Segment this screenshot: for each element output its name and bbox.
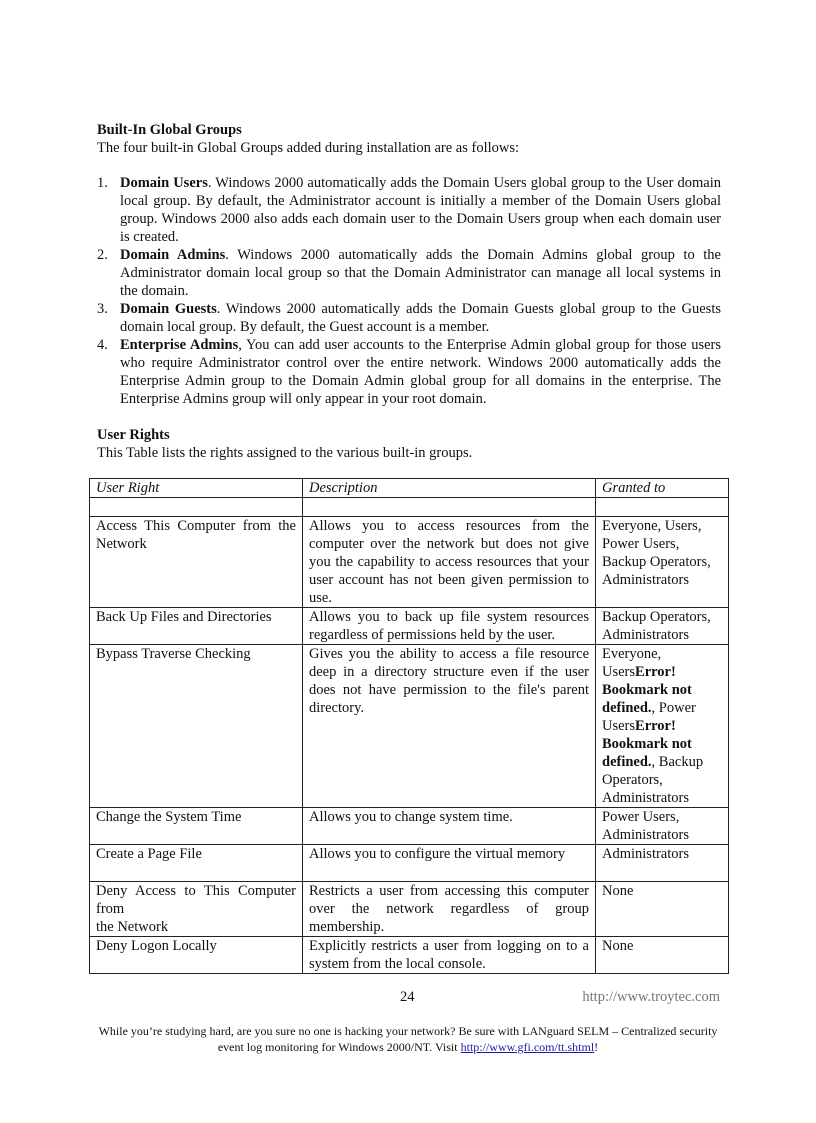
cell-user-right: Access This Computer from the Network: [90, 517, 303, 608]
list-item: 3. Domain Guests. Windows 2000 automatically adds the Domain Guests global group to the Guests domain local group. By default, the Guest account is a member.: [97, 301, 721, 335]
table-row: [90, 608, 729, 645]
cell-description: Restricts a user from accessing this computer over the network regardless of group membership.: [303, 882, 596, 937]
footer-url: http://www.troytec.com: [582, 989, 720, 1005]
list-item: 2. Domain Admins. Windows 2000 automatically adds the Domain Admins global group to the Administrator domain local group so that the Domain Administrator can manage all local systems in the domain.: [97, 247, 721, 299]
column-header-user-right: User Right: [90, 479, 303, 498]
user-rights-table: [89, 478, 729, 974]
cell-user-right: Change the System Time: [90, 808, 303, 845]
bookmark-error-text: Error! Bookmark not defined.: [602, 718, 692, 770]
column-header-description: Description: [303, 479, 596, 498]
footer-disclaimer: While you’re studying hard, are you sure no one is hacking your network? Be sure with LANguard SELM – Centralized security event log monitoring for Windows 2000/NT. Visit http://www.gfi.com/tt.shtml!: [98, 1024, 718, 1054]
bookmark-error-text: Error! Bookmark not defined.: [602, 664, 692, 716]
section-intro-user-rights: This Table lists the rights assigned to the various built-in groups.: [97, 445, 473, 461]
table-row: [90, 808, 729, 845]
cell-description: Gives you the ability to access a file resource deep in a directory structure even if the user does not have permission to the file's parent directory.: [303, 645, 596, 808]
cell-description: Allows you to configure the virtual memory: [303, 845, 596, 882]
list-item-text: . Windows 2000 automatically adds the Domain Users global group to the User domain local group. By default, the Administrator account is initially a member of the Domain Users global group. Windows 2000 also adds each domain user to the Domain Users group when each domain user is created.: [120, 175, 721, 245]
table-spacer-row: [90, 498, 729, 517]
cell-user-right: Back Up Files and Directories: [90, 608, 303, 645]
list-item: 4. Enterprise Admins, You can add user accounts to the Enterprise Admin global group for those users who require Administrator control over the entire network. Windows 2000 automatically adds the Enterprise Admin group to the Domain Admin global group for all domains in the enterprise. The Enterprise Admins group will only appear in your root domain.: [97, 337, 722, 407]
global-groups-list: [97, 174, 721, 408]
cell-granted-to: Backup Operators, Administrators: [596, 608, 729, 645]
page-number: 24: [400, 989, 415, 1005]
cell-user-right: Create a Page File: [90, 845, 303, 882]
table-row: [90, 937, 729, 974]
list-item-term: Domain Users: [120, 175, 208, 191]
list-item: 1. Domain Users. Windows 2000 automatically adds the Domain Users global group to the User domain local group. By default, the Administrator account is initially a member of the Domain Users global group. Windows 2000 also adds each domain user to the Domain Users group when each domain user is created.: [97, 175, 721, 245]
list-item-term: Domain Guests: [120, 301, 217, 317]
cell-description: Allows you to change system time.: [303, 808, 596, 845]
list-item-term: Domain Admins: [120, 247, 226, 263]
table-row: [90, 645, 729, 808]
cell-description: Explicitly restricts a user from logging on to a system from the local console.: [303, 937, 596, 974]
cell-user-right: Bypass Traverse Checking: [90, 645, 303, 808]
cell-granted-to: None: [596, 882, 729, 937]
list-item-term: Enterprise Admins: [120, 337, 239, 353]
list-item-text: . Windows 2000 automatically adds the Domain Admins global group to the Administrator domain local group so that the Domain Administrator can manage all local systems in the domain.: [120, 247, 721, 299]
cell-granted-to: Administrators: [596, 845, 729, 882]
list-item-text: , You can add user accounts to the Enterprise Admin global group for those users who require Administrator control over the entire network. Windows 2000 automatically adds the Enterprise Admin group to the Domain Admin global group for all domains in the enterprise. The Enterprise Admins group will only appear in your root domain.: [120, 337, 722, 407]
cell-granted-to: Everyone, Users, Power Users, Backup Operators, Administrators: [596, 517, 729, 608]
column-header-granted-to: Granted to: [596, 479, 729, 498]
table-row: [90, 845, 729, 882]
table-row: [90, 517, 729, 608]
table-header-row: [90, 479, 729, 498]
section-intro-global-groups: The four built-in Global Groups added during installation are as follows:: [97, 140, 520, 156]
list-item-text: . Windows 2000 automatically adds the Domain Guests global group to the Guests domain local group. By default, the Guest account is a member.: [120, 301, 721, 335]
cell-description: Allows you to access resources from the computer over the network but does not give you the capability to access resources that your user account has not been given permission to use.: [303, 517, 596, 608]
table-row: [90, 882, 729, 937]
cell-user-right: Deny Access to This Computer from the Network: [90, 882, 303, 937]
cell-description: Allows you to back up file system resources regardless of permissions held by the user.: [303, 608, 596, 645]
cell-granted-to: None: [596, 937, 729, 974]
section-heading-global-groups: Built-In Global Groups: [97, 122, 242, 138]
section-heading-user-rights: User Rights: [97, 427, 170, 443]
gfi-link[interactable]: http://www.gfi.com/tt.shtml: [460, 1040, 595, 1054]
cell-granted-to: Everyone, UsersError! Bookmark not defined., Power UsersError! Bookmark not defined., Backup Operators, Administrators: [596, 645, 729, 808]
cell-user-right: Deny Logon Locally: [90, 937, 303, 974]
cell-granted-to: Power Users, Administrators: [596, 808, 729, 845]
